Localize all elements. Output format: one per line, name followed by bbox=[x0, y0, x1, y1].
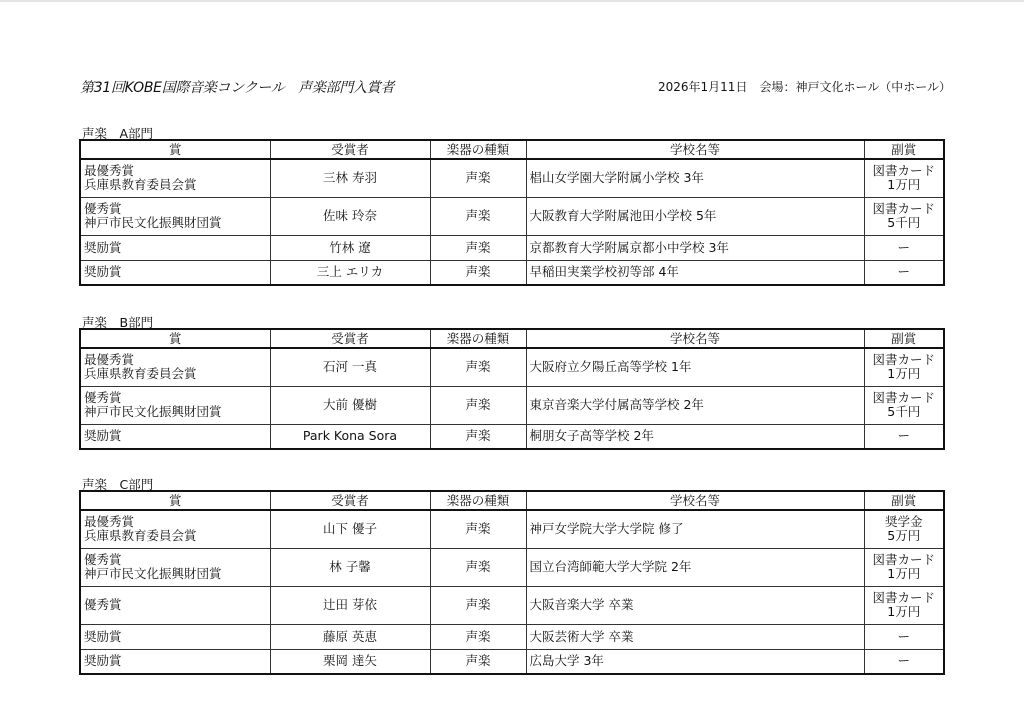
cell-line: 図書カード bbox=[872, 390, 935, 405]
section-label: 声楽 B部門 bbox=[82, 315, 154, 330]
cell-line: 奨励賞 bbox=[84, 428, 122, 444]
column-header-prize: 賞 bbox=[80, 140, 270, 159]
cell-line: ー bbox=[897, 653, 910, 669]
cell-extra-prize bbox=[864, 159, 944, 197]
cell-prize bbox=[80, 624, 270, 649]
cell-recipient: 佐味 玲奈 bbox=[270, 197, 430, 235]
cell-extra-prize bbox=[864, 260, 944, 285]
cell-school: 早稲田実業学校初等部 4年 bbox=[526, 260, 864, 285]
cell-extra-prize bbox=[864, 235, 944, 260]
section-label: 声楽 A部門 bbox=[82, 126, 154, 141]
cell-instrument: 声楽 bbox=[430, 348, 526, 386]
cell-school: 桐朋女子高等学校 2年 bbox=[526, 424, 864, 449]
cell-prize bbox=[80, 159, 270, 197]
cell-prize bbox=[80, 510, 270, 548]
results-table bbox=[79, 328, 945, 450]
cell-recipient: 山下 優子 bbox=[270, 510, 430, 548]
cell-line: 奨励賞 bbox=[84, 264, 122, 280]
table-row bbox=[80, 424, 944, 449]
cell-instrument: 声楽 bbox=[430, 235, 526, 260]
table-row bbox=[80, 197, 944, 235]
cell-recipient: 藤原 英恵 bbox=[270, 624, 430, 649]
table-row bbox=[80, 235, 944, 260]
cell-school: 大阪府立夕陽丘高等学校 1年 bbox=[526, 348, 864, 386]
cell-prize bbox=[80, 197, 270, 235]
table-row bbox=[80, 649, 944, 674]
cell-school: 大阪音楽大学 卒業 bbox=[526, 586, 864, 624]
cell-line: 奨励賞 bbox=[84, 653, 122, 669]
cell-school: 神戸女学院大学大学院 修了 bbox=[526, 510, 864, 548]
cell-extra-prize bbox=[864, 510, 944, 548]
cell-line: ー bbox=[897, 628, 910, 644]
document-title: 第31回KOBE国際音楽コンクール 声楽部門入賞者 bbox=[80, 80, 395, 96]
cell-line: 5千円 bbox=[887, 215, 921, 230]
column-header-recipient: 受賞者 bbox=[270, 140, 430, 159]
cell-recipient: 大前 優樹 bbox=[270, 386, 430, 424]
cell-prize bbox=[80, 348, 270, 386]
column-header-prize: 賞 bbox=[80, 329, 270, 348]
cell-line: 5千円 bbox=[887, 404, 921, 419]
cell-extra-prize bbox=[864, 424, 944, 449]
column-header-prize: 賞 bbox=[80, 491, 270, 510]
table-header-row bbox=[80, 329, 944, 348]
cell-school: 大阪芸術大学 卒業 bbox=[526, 624, 864, 649]
cell-school: 東京音楽大学付属高等学校 2年 bbox=[526, 386, 864, 424]
table-row bbox=[80, 586, 944, 624]
cell-line: 1万円 bbox=[887, 366, 921, 382]
cell-instrument: 声楽 bbox=[430, 260, 526, 285]
cell-line: 奨励賞 bbox=[84, 239, 122, 255]
cell-line: 優秀賞 bbox=[84, 597, 122, 612]
cell-extra-prize bbox=[864, 548, 944, 586]
cell-prize bbox=[80, 235, 270, 260]
cell-school: 大阪教育大学附属池田小学校 5年 bbox=[526, 197, 864, 235]
cell-recipient: Park Kona Sora bbox=[270, 424, 430, 449]
cell-line: 最優秀賞 bbox=[84, 514, 135, 530]
cell-line: 兵庫県教育委員会賞 bbox=[84, 177, 197, 193]
cell-line: 兵庫県教育委員会賞 bbox=[84, 528, 197, 544]
table-row bbox=[80, 510, 944, 548]
cell-line: ー bbox=[897, 428, 910, 444]
cell-prize bbox=[80, 386, 270, 424]
cell-line: 1万円 bbox=[887, 604, 921, 619]
cell-extra-prize bbox=[864, 649, 944, 674]
cell-line: 神戸市民文化振興財団賞 bbox=[84, 566, 222, 581]
cell-line: 奨学金 bbox=[884, 514, 923, 530]
cell-instrument: 声楽 bbox=[430, 624, 526, 649]
column-header-instrument: 楽器の種類 bbox=[430, 140, 526, 159]
cell-line: 図書カード bbox=[872, 352, 935, 368]
results-table bbox=[79, 490, 945, 675]
cell-instrument: 声楽 bbox=[430, 510, 526, 548]
section-label: 声楽 C部門 bbox=[82, 477, 154, 492]
column-header-school: 学校名等 bbox=[526, 140, 864, 159]
cell-instrument: 声楽 bbox=[430, 424, 526, 449]
cell-line: 1万円 bbox=[887, 177, 921, 193]
cell-instrument: 声楽 bbox=[430, 197, 526, 235]
cell-line: 1万円 bbox=[887, 566, 921, 581]
cell-school: 京都教育大学附属京都小中学校 3年 bbox=[526, 235, 864, 260]
cell-line: 神戸市民文化振興財団賞 bbox=[84, 404, 222, 419]
column-header-recipient: 受賞者 bbox=[270, 491, 430, 510]
cell-line: 神戸市民文化振興財団賞 bbox=[84, 215, 222, 230]
cell-instrument: 声楽 bbox=[430, 548, 526, 586]
cell-extra-prize bbox=[864, 348, 944, 386]
cell-instrument: 声楽 bbox=[430, 159, 526, 197]
event-date-venue: 2026年1月11日 会場：神戸文化ホール（中ホール） bbox=[658, 80, 951, 94]
cell-prize bbox=[80, 586, 270, 624]
cell-extra-prize bbox=[864, 624, 944, 649]
results-table bbox=[79, 139, 945, 286]
column-header-extra-prize: 副賞 bbox=[864, 491, 944, 510]
column-header-extra-prize: 副賞 bbox=[864, 329, 944, 348]
cell-line: 優秀賞 bbox=[84, 390, 122, 405]
cell-prize bbox=[80, 548, 270, 586]
cell-line: 優秀賞 bbox=[84, 201, 122, 216]
cell-recipient: 三上 エリカ bbox=[270, 260, 430, 285]
cell-extra-prize bbox=[864, 197, 944, 235]
cell-recipient: 竹林 遼 bbox=[270, 235, 430, 260]
column-header-extra-prize: 副賞 bbox=[864, 140, 944, 159]
cell-line: 図書カード bbox=[872, 552, 935, 567]
table-row bbox=[80, 548, 944, 586]
cell-extra-prize bbox=[864, 386, 944, 424]
table-row bbox=[80, 624, 944, 649]
cell-instrument: 声楽 bbox=[430, 386, 526, 424]
column-header-recipient: 受賞者 bbox=[270, 329, 430, 348]
cell-school: 広島大学 3年 bbox=[526, 649, 864, 674]
column-header-instrument: 楽器の種類 bbox=[430, 329, 526, 348]
cell-prize bbox=[80, 260, 270, 285]
cell-line: 5万円 bbox=[887, 528, 921, 544]
column-header-instrument: 楽器の種類 bbox=[430, 491, 526, 510]
table-row bbox=[80, 159, 944, 197]
cell-line: ー bbox=[897, 239, 910, 255]
table-header-row bbox=[80, 140, 944, 159]
cell-recipient: 三林 寿羽 bbox=[270, 159, 430, 197]
cell-line: 奨励賞 bbox=[84, 628, 122, 644]
cell-line: 最優秀賞 bbox=[84, 163, 135, 179]
cell-line: 最優秀賞 bbox=[84, 352, 135, 368]
cell-line: 兵庫県教育委員会賞 bbox=[84, 366, 197, 382]
table-row bbox=[80, 260, 944, 285]
table-row bbox=[80, 348, 944, 386]
cell-prize bbox=[80, 424, 270, 449]
cell-prize bbox=[80, 649, 270, 674]
cell-line: 図書カード bbox=[872, 590, 935, 605]
cell-extra-prize bbox=[864, 586, 944, 624]
table-header-row bbox=[80, 491, 944, 510]
cell-recipient: 石河 一真 bbox=[270, 348, 430, 386]
cell-line: 図書カード bbox=[872, 163, 935, 179]
column-header-school: 学校名等 bbox=[526, 329, 864, 348]
cell-line: ー bbox=[897, 264, 910, 280]
page-top-edge bbox=[0, 0, 1024, 2]
cell-recipient: 栗岡 達矢 bbox=[270, 649, 430, 674]
cell-instrument: 声楽 bbox=[430, 586, 526, 624]
cell-line: 図書カード bbox=[872, 201, 935, 216]
table-row bbox=[80, 386, 944, 424]
cell-recipient: 林 子馨 bbox=[270, 548, 430, 586]
cell-line: 優秀賞 bbox=[84, 552, 122, 567]
cell-school: 国立台湾師範大学大学院 2年 bbox=[526, 548, 864, 586]
cell-school: 椙山女学園大学附属小学校 3年 bbox=[526, 159, 864, 197]
column-header-school: 学校名等 bbox=[526, 491, 864, 510]
cell-instrument: 声楽 bbox=[430, 649, 526, 674]
cell-recipient: 辻田 芽依 bbox=[270, 586, 430, 624]
